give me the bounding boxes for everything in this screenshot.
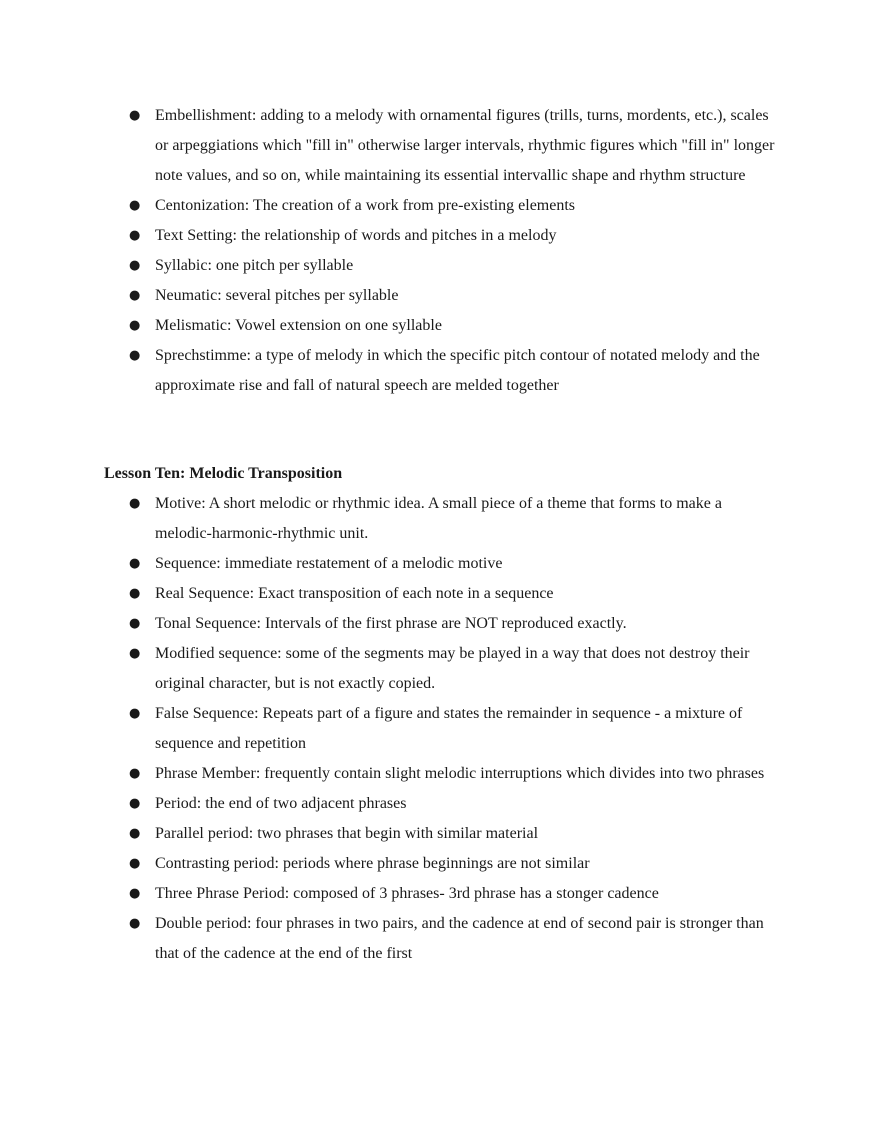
list-item-text: Real Sequence: Exact transposition of each note in a sequence xyxy=(155,585,554,602)
list-item-text: Syllabic: one pitch per syllable xyxy=(155,257,354,274)
bullet-icon: ● xyxy=(129,796,141,811)
list-item-text: Neumatic: several pitches per syllable xyxy=(155,287,399,304)
list-item xyxy=(0,341,780,401)
bullet-icon: ● xyxy=(129,288,141,303)
list-item xyxy=(0,849,780,879)
list-item xyxy=(0,879,780,909)
bullet-icon: ● xyxy=(129,108,141,123)
list-item xyxy=(0,819,780,849)
bullet-icon: ● xyxy=(129,826,141,841)
list-item xyxy=(0,759,780,789)
bullet-icon: ● xyxy=(129,886,141,901)
list-item-text: Sequence: immediate restatement of a melodic motive xyxy=(155,555,503,572)
list-item xyxy=(0,221,780,251)
list-item xyxy=(0,789,780,819)
list-item-text: Three Phrase Period: composed of 3 phrases- 3rd phrase has a stonger cadence xyxy=(155,885,659,902)
list-item-text: Embellishment: adding to a melody with ornamental figures (trills, turns, mordents, etc.), scales or arpeggiations which "fill in" otherwise larger intervals, rhythmic figures which "fill in" longer note values, and so on, while maintaining its essential intervallic shape and rhythm structure xyxy=(155,107,775,184)
list-item-text: Phrase Member: frequently contain slight melodic interruptions which divides into two phrases xyxy=(155,765,765,782)
list-item-text: Centonization: The creation of a work from pre-existing elements xyxy=(155,197,576,214)
list-item xyxy=(0,609,780,639)
list-item xyxy=(0,191,780,221)
definitions-list-melodic-techniques xyxy=(0,101,880,401)
bullet-icon: ● xyxy=(129,198,141,213)
list-item xyxy=(0,281,780,311)
list-item-text: Text Setting: the relationship of words and pitches in a melody xyxy=(155,227,557,244)
section-heading: Lesson Ten: Melodic Transposition xyxy=(104,465,343,482)
list-item xyxy=(0,549,780,579)
list-item xyxy=(0,251,780,281)
list-item xyxy=(0,579,780,609)
list-item-text: Parallel period: two phrases that begin with similar material xyxy=(155,825,539,842)
bullet-icon: ● xyxy=(129,856,141,871)
bullet-icon: ● xyxy=(129,496,141,511)
list-item xyxy=(0,909,780,969)
list-item-text: Contrasting period: periods where phrase beginnings are not similar xyxy=(155,855,590,872)
list-item-text: Sprechstimme: a type of melody in which the specific pitch contour of notated melody and the approximate rise and fall of natural speech are melded together xyxy=(155,347,760,394)
list-item-text: Modified sequence: some of the segments may be played in a way that does not destroy their original character, but is not exactly copied. xyxy=(155,645,750,692)
bullet-icon: ● xyxy=(129,616,141,631)
list-item-text: Motive: A short melodic or rhythmic idea. A small piece of a theme that forms to make a melodic-harmonic-rhythmic unit. xyxy=(155,495,722,542)
bullet-icon: ● xyxy=(129,318,141,333)
definitions-list-melodic-transposition xyxy=(0,489,880,969)
bullet-icon: ● xyxy=(129,706,141,721)
bullet-icon: ● xyxy=(129,228,141,243)
list-item xyxy=(0,699,780,759)
list-item xyxy=(0,101,780,191)
list-item-text: Period: the end of two adjacent phrases xyxy=(155,795,407,812)
bullet-icon: ● xyxy=(129,348,141,363)
list-item-text: Tonal Sequence: Intervals of the first phrase are NOT reproduced exactly. xyxy=(155,615,627,632)
bullet-icon: ● xyxy=(129,766,141,781)
list-item-text: Double period: four phrases in two pairs, and the cadence at end of second pair is stronger than that of the cadence at the end of the first xyxy=(155,915,764,962)
bullet-icon: ● xyxy=(129,916,141,931)
list-item xyxy=(0,639,780,699)
list-item-text: False Sequence: Repeats part of a figure and states the remainder in sequence - a mixture of sequence and repetition xyxy=(155,705,743,752)
list-item xyxy=(0,489,780,549)
list-item-text: Melismatic: Vowel extension on one syllable xyxy=(155,317,442,334)
bullet-icon: ● xyxy=(129,556,141,571)
bullet-icon: ● xyxy=(129,646,141,661)
bullet-icon: ● xyxy=(129,586,141,601)
list-item xyxy=(0,311,780,341)
bullet-icon: ● xyxy=(129,258,141,273)
